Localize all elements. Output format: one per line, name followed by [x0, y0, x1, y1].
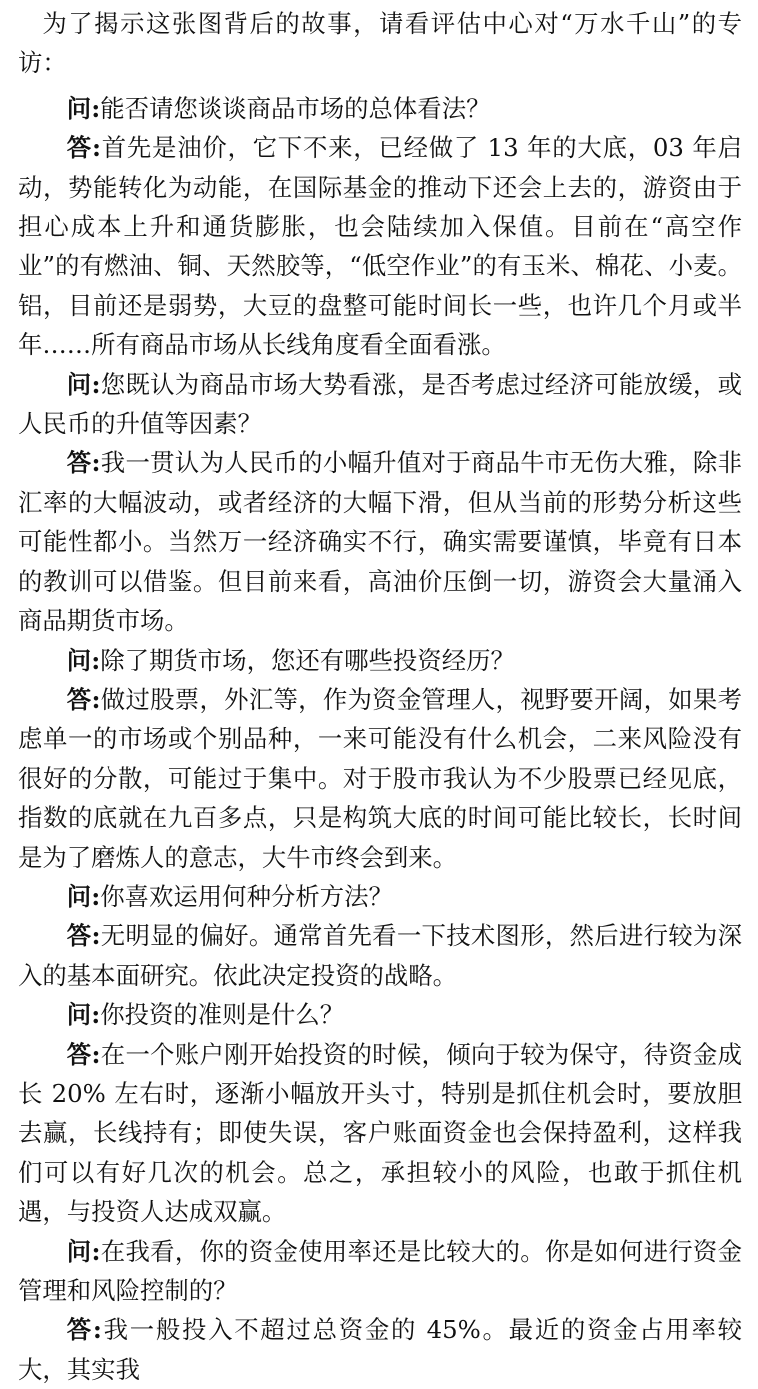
- answer-label: 答: [66, 684, 92, 714]
- intro-text: 为了揭示这张图背后的故事，请看评估中心对“万水千山”的专访：: [18, 9, 742, 78]
- answer-paragraph: 答:无明显的偏好。通常首先看一下技术图形，然后进行较为深入的基本面研究。依此决定投资的战略。: [18, 921, 742, 990]
- answer-label: 答: [66, 1315, 93, 1345]
- paragraph-text: 我一贯认为人民币的小幅升值对于商品牛市无伤大雅，除非汇率的大幅波动，或者经济的大幅下滑，但从当前的形势分析这些可能性都小。当然万一经济确实不行，确实需要谨慎，毕竟有日本的教训可以借鉴。但目前来看，高油价压倒一切，游资会大量涌入商品期货市场。: [18, 448, 742, 636]
- question-paragraph: 问:除了期货市场，您还有哪些投资经历？: [66, 645, 515, 675]
- question-label: 问: [66, 1000, 92, 1030]
- paragraph-text: 您既认为商品市场大势看涨，是否考虑过经济可能放缓，或人民币的升值等因素？: [18, 369, 742, 439]
- question-paragraph: 问:在我看，你的资金使用率还是比较大的。你是如何进行资金管理和风险控制的？: [18, 1236, 742, 1305]
- paragraph-text: 无明显的偏好。通常首先看一下技术图形，然后进行较为深入的基本面研究。依此决定投资的战略。: [18, 921, 742, 990]
- question-paragraph: 问:你投资的准则是什么？: [66, 1000, 345, 1030]
- answer-paragraph: 答:我一贯认为人民币的小幅升值对于商品牛市无伤大雅，除非汇率的大幅波动，或者经济的大幅下滑，但从当前的形势分析这些可能性都小。当然万一经济确实不行，确实需要谨慎，毕竟有日本的教训可以借鉴。但目前来看，高油价压倒一切，游资会大量涌入商品期货市场。: [18, 448, 742, 636]
- answer-paragraph: 答:首先是油价，它下不来，已经做了 13 年的大底，03 年启动，势能转化为动能，在国际基金的推动下还会上去的，游资由于担心成本上升和通货膨胀，也会陆续加入保值。目前在“高空作业”的有燃油、铜、天然胶等，“低空作业”的有玉米、棉花、小麦。铝，目前还是弱势，大豆的盘整可能时间长一些，也许几个月或半年……所有商品市场从长线角度看全面看涨。: [18, 133, 742, 360]
- answer-label: 答: [66, 448, 92, 478]
- paragraph-text: 能否请您谈谈商品市场的总体看法？: [100, 93, 491, 123]
- paragraph-text: 你喜欢运用何种分析方法？: [100, 881, 393, 911]
- answer-paragraph: 答:我一般投入不超过总资金的 45%。最近的资金占用率较大，其实我: [18, 1315, 742, 1384]
- question-label: 问: [66, 93, 92, 123]
- question-paragraph: 问:能否请您谈谈商品市场的总体看法？: [66, 93, 491, 123]
- paragraph-text: 在我看，你的资金使用率还是比较大的。你是如何进行资金管理和风险控制的？: [18, 1236, 742, 1305]
- paragraph-text: 首先是油价，它下不来，已经做了 13 年的大底，03 年启动，势能转化为动能，在国际基金的推动下还会上去的，游资由于担心成本上升和通货膨胀，也会陆续加入保值。目前在“高空作业”的有燃油、铜、天然胶等，“低空作业”的有玉米、棉花、小麦。铝，目前还是弱势，大豆的盘整可能时间长一些，也许几个月或半年……所有商品市场从长线角度看全面看涨。: [18, 133, 742, 360]
- paragraph-text: 在一个账户刚开始投资的时候，倾向于较为保守，待资金成长 20% 左右时，逐渐小幅放开头寸，特别是抓住机会时，要放胆去赢，长线持有；即使失误，客户账面资金也会保持盈利，这样我们可以有好几次的机会。总之，承担较小的风险，也敢于抓住机遇，与投资人达成双赢。: [18, 1039, 742, 1227]
- paragraph-text: 做过股票，外汇等，作为资金管理人，视野要开阔，如果考虑单一的市场或个别品种，一来可能没有什么机会，二来风险没有很好的分散，可能过于集中。对于股市我认为不少股票已经见底，指数的底就在九百多点，只是构筑大底的时间可能比较长，长时间是为了磨炼人的意志，大牛市终会到来。: [18, 684, 742, 872]
- paragraph-text: 我一般投入不超过总资金的 45%。最近的资金占用率较大，其实我: [18, 1315, 742, 1384]
- question-label: 问: [66, 645, 92, 675]
- paragraph-text: 除了期货市场，您还有哪些投资经历？: [100, 645, 515, 675]
- question-label: 问: [66, 881, 92, 911]
- answer-paragraph: 答:在一个账户刚开始投资的时候，倾向于较为保守，待资金成长 20% 左右时，逐渐小幅放开头寸，特别是抓住机会时，要放胆去赢，长线持有；即使失误，客户账面资金也会保持盈利，这样我们可以有好几次的机会。总之，承担较小的风险，也敢于抓住机遇，与投资人达成双赢。: [18, 1039, 742, 1227]
- answer-label: 答: [66, 133, 92, 163]
- question-paragraph: 问:您既认为商品市场大势看涨，是否考虑过经济可能放缓，或人民币的升值等因素？: [18, 369, 742, 439]
- question-paragraph: 问:你喜欢运用何种分析方法？: [66, 881, 393, 911]
- paragraph-text: 你投资的准则是什么？: [100, 1000, 345, 1030]
- question-label: 问: [66, 1236, 92, 1266]
- answer-label: 答: [66, 1039, 92, 1069]
- answer-paragraph: 答:做过股票，外汇等，作为资金管理人，视野要开阔，如果考虑单一的市场或个别品种，一来可能没有什么机会，二来风险没有很好的分散，可能过于集中。对于股市我认为不少股票已经见底，指数的底就在九百多点，只是构筑大底的时间可能比较长，长时间是为了磨炼人的意志，大牛市终会到来。: [18, 684, 742, 872]
- question-label: 问: [66, 369, 92, 399]
- answer-label: 答: [66, 921, 92, 951]
